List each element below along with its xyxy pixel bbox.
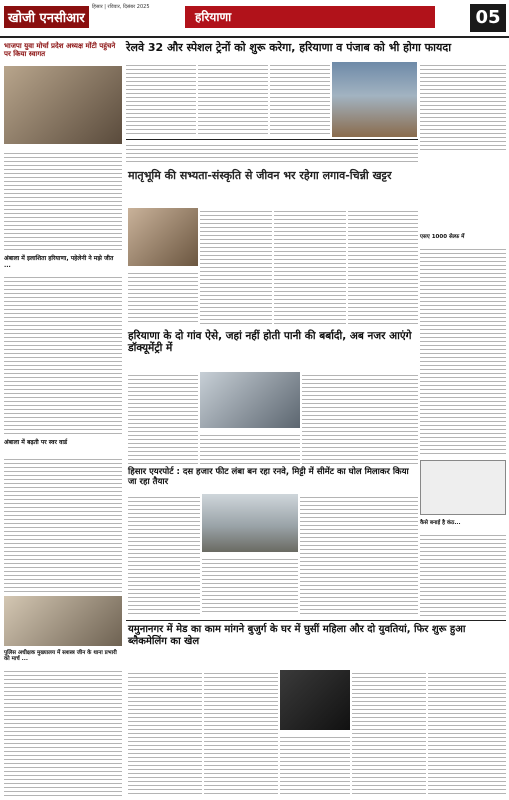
khattar-headline: मातृभूमि की सभ्यता-संस्कृति से जीवन भर रहेगा लगाव-चिन्नी खट्टर: [128, 169, 392, 182]
hisar-body-1: [128, 494, 200, 614]
ambala2-body: [4, 456, 122, 592]
police-headline: पुलिस अधीक्षक मुख्यालय में सशस्त्र जीन के थाना प्रभारी को मार्च ...: [4, 650, 117, 663]
hisar-body-2: [202, 556, 298, 614]
rail-body-4: [420, 62, 506, 152]
yamuna-body-2: [204, 670, 278, 796]
khattar-body-4: [348, 208, 418, 324]
side-box: [420, 460, 506, 515]
rail-headline: रेलवे 32 और स्पेशल ट्रेनों को शुरू करेगा, हरियाणा व पंजाब को भी होगा फायदा: [126, 41, 452, 54]
khattar-body-2: [200, 208, 272, 324]
bjp-body: [4, 150, 122, 252]
police-body: [4, 668, 122, 796]
bjp-photo: [4, 66, 122, 144]
date-line: हिसार | रविवार, दिसंबर 2025: [92, 4, 150, 10]
rail-body-3: [270, 62, 330, 137]
khattar-photo: [128, 208, 198, 266]
side-body-1: [420, 246, 506, 456]
divider: [126, 139, 418, 140]
yamuna-body-1: [128, 670, 202, 796]
paper-logo: खोजी एनसीआर: [4, 6, 89, 28]
khattar-body-1: [128, 270, 198, 324]
bjp-headline: भाजपा युवा मोर्चा प्रदेश अध्यक्ष मोंटी पहुंचने पर किया स्वागत: [4, 42, 116, 59]
masthead: [0, 0, 509, 38]
rail-body-1: [126, 62, 196, 137]
side-headline-2: कैसे बनाई है कंठ...: [420, 520, 461, 526]
hisar-headline: हिसार एयरपोर्ट : दस हजार फीट लंबा बन रहा रनवे, मिट्टी में सीमेंट का घोल मिलाकर किया जा रहा तैयार: [128, 467, 409, 487]
khattar-body-3: [274, 208, 346, 324]
yamuna-photo: [280, 670, 350, 730]
divider-2: [126, 620, 506, 621]
water-body-3: [302, 372, 418, 464]
train-photo: [332, 62, 417, 137]
hisar-body-3: [300, 494, 418, 614]
yamuna-headline: यमुनानगर में मेड का काम मांगने बुजुर्ग के घर में घुसीं महिला और दो युवतियां, फिर शुरू हुआ ब्लैकमेलिंग का खेल: [128, 624, 466, 647]
ambala-body: [4, 274, 122, 436]
page-number: 05: [470, 4, 506, 32]
water-body-1: [128, 372, 198, 464]
water-body-2: [200, 432, 300, 464]
runway-photo: [202, 494, 298, 552]
ambala2-headline: अंबाला में बढ़ती पर स्वर वार्ड: [4, 439, 68, 446]
yamuna-body-4: [352, 670, 426, 796]
rail-body-5: [126, 142, 418, 164]
rail-body-2: [198, 62, 268, 137]
side-body-2: [420, 532, 506, 617]
police-photo: [4, 596, 122, 646]
section-title: हरियाणा: [185, 6, 435, 28]
yamuna-body-5: [428, 670, 506, 796]
side-headline-1: एसए 1000 सेल्फ़ में: [420, 234, 465, 240]
yamuna-body-3: [280, 734, 350, 796]
tap-photo: [200, 372, 300, 428]
water-headline: हरियाणा के दो गांव ऐसे, जहां नहीं होती पानी की बर्बादी, अब नजर आएंगे डॉक्यूमेंट्री में: [128, 330, 412, 355]
ambala-headline: अंबाला में इलाशिता हरियाणा, पहेलेनी ने मझे जीत ...: [4, 255, 114, 269]
